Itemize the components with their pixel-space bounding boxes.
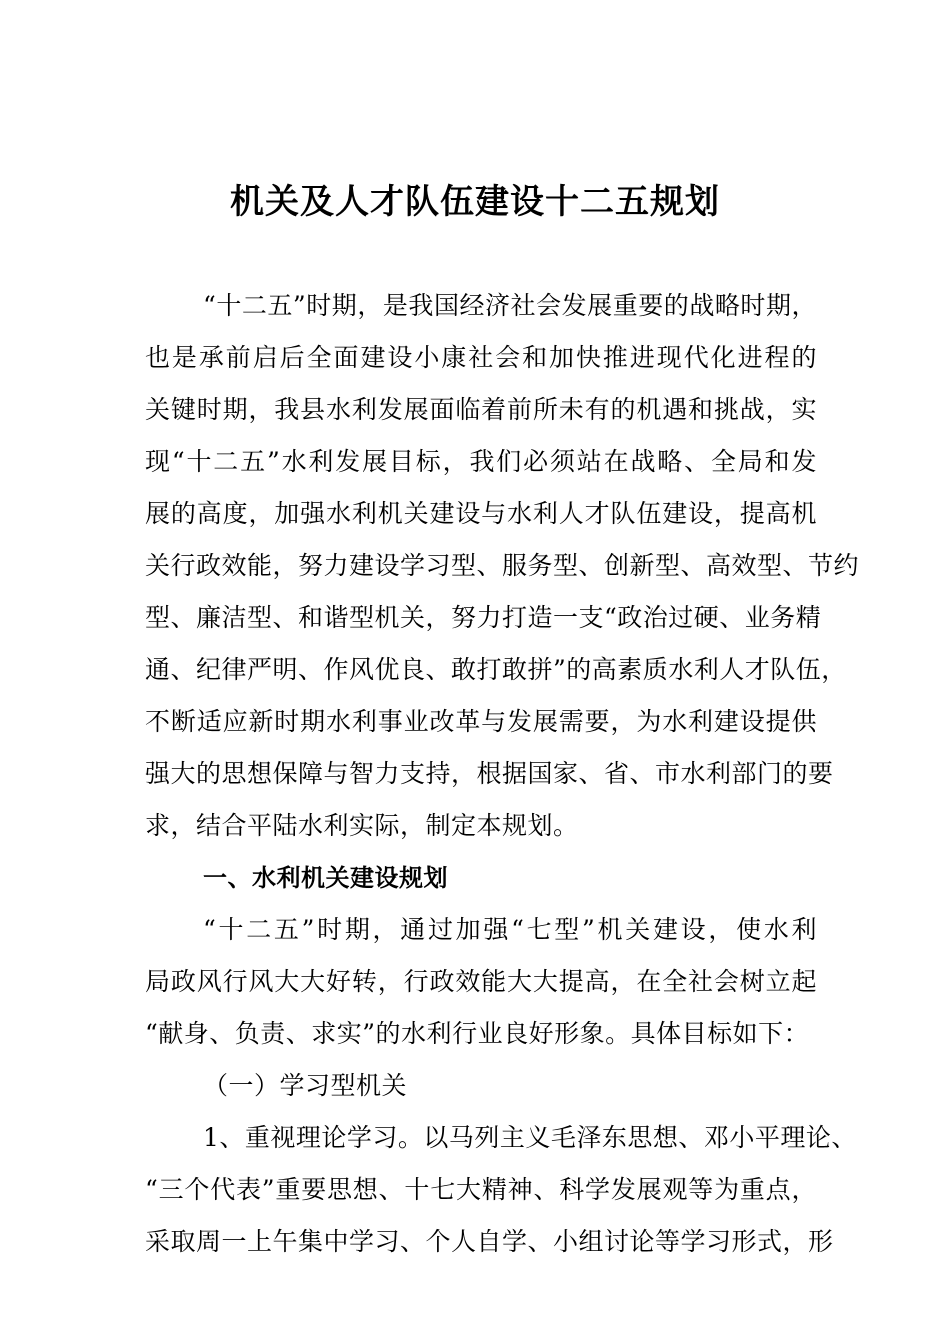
paragraph-line: 1、重视理论学习。以马列主义毛泽东思想、邓小平理论、 [203, 1123, 857, 1152]
section-heading: 一、水利机关建设规划 [203, 864, 448, 892]
paragraph-line: 也是承前启后全面建设小康社会和加快推进现代化进程的 [145, 343, 817, 372]
subsection-heading: （一）学习型机关 [203, 1071, 408, 1100]
paragraph-line: 求，结合平陆水利实际，制定本规划。 [145, 811, 579, 840]
paragraph-line: 采取周一上午集中学习、个人自学、小组讨论等学习形式，形 [145, 1227, 834, 1256]
document-title: 机关及人才队伍建设十二五规划 [230, 182, 720, 222]
paragraph-line: 不断适应新时期水利事业改革与发展需要，为水利建设提供 [145, 707, 817, 736]
paragraph-line: 局政风行风大大好转，行政效能大大提高，在全社会树立起 [145, 967, 817, 996]
paragraph-line: 型、廉洁型、和谐型机关，努力打造一支“政治过硬、业务精 [145, 603, 822, 632]
paragraph-line: 现“十二五”水利发展目标，我们必须站在战略、全局和发 [145, 447, 817, 476]
paragraph-line: 关键时期，我县水利发展面临着前所未有的机遇和挑战，实 [145, 395, 817, 424]
document-body [145, 280, 860, 1268]
paragraph-line: “三个代表”重要思想、十七大精神、科学发展观等为重点， [145, 1175, 817, 1204]
paragraph-line: 展的高度，加强水利机关建设与水利人才队伍建设，提高机 [145, 499, 817, 528]
paragraph-line: 关行政效能，努力建设学习型、服务型、创新型、高效型、节约 [145, 551, 860, 580]
paragraph-line: “献身、负责、求实”的水利行业良好形象。具体目标如下： [145, 1019, 810, 1048]
paragraph-line: 通、纪律严明、作风优良、敢打敢拼”的高素质水利人才队伍， [145, 655, 847, 684]
paragraph-line: “十二五”时期，是我国经济社会发展重要的战略时期， [203, 291, 817, 320]
paragraph-line: “十二五”时期，通过加强“七型”机关建设，使水利 [203, 915, 817, 944]
paragraph-line: 强大的思想保障与智力支持，根据国家、省、市水利部门的要 [145, 759, 834, 788]
